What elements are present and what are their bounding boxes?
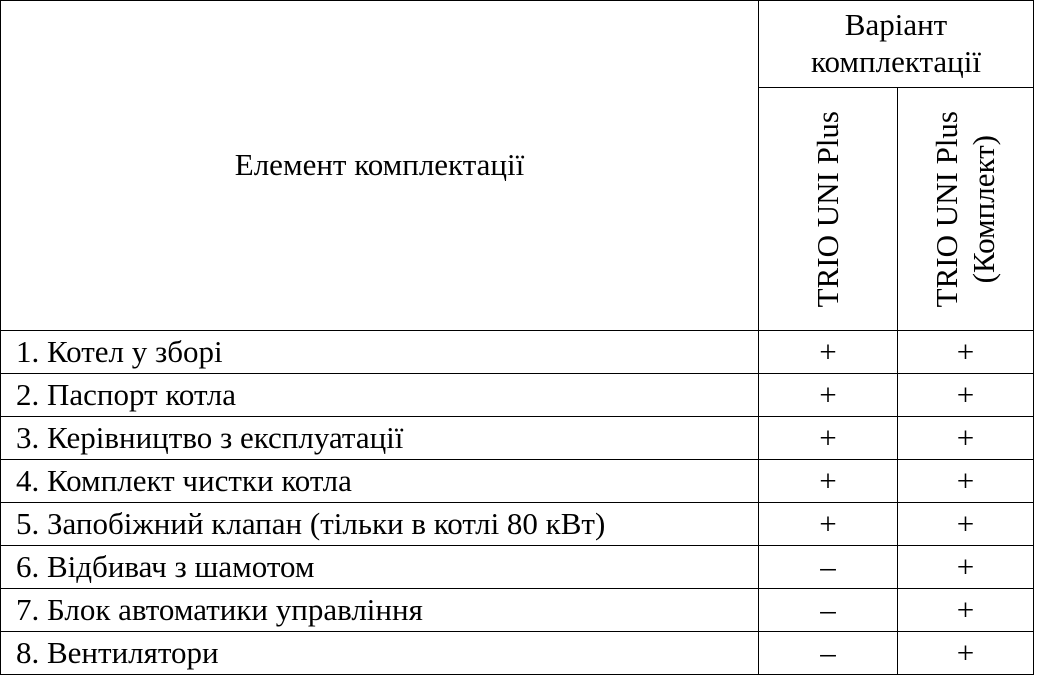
table-row (1, 331, 1034, 374)
row-variant-2-mark: + (898, 503, 1034, 546)
row-item-label: 5. Запобіжний клапан (тільки в котлі 80 кВт) (1, 503, 759, 546)
variant-group-header-line2: комплектації (811, 44, 981, 79)
table-row (1, 503, 1034, 546)
header-row-top (1, 1, 1034, 88)
row-variant-2-mark: + (898, 374, 1034, 417)
row-variant-1-mark: + (759, 503, 898, 546)
table-row (1, 546, 1034, 589)
table-row (1, 632, 1034, 675)
table-row (1, 589, 1034, 632)
row-variant-2-mark: + (898, 331, 1034, 374)
table-row (1, 374, 1034, 417)
variant-2-label-line1: TRIO UNI Plus (929, 110, 965, 308)
table-row (1, 417, 1034, 460)
row-item-label: 3. Керівництво з експлуатації (1, 417, 759, 460)
row-variant-2-mark: + (898, 417, 1034, 460)
variant-header-trio-uni-plus-komplekt (898, 88, 1034, 331)
row-variant-1-mark: + (759, 374, 898, 417)
row-variant-2-mark: + (898, 460, 1034, 503)
row-item-label: 7. Блок автоматики управління (1, 589, 759, 632)
variant-1-label: TRIO UNI Plus (810, 110, 846, 308)
row-item-label: 6. Відбивач з шамотом (1, 546, 759, 589)
row-variant-1-mark: + (759, 460, 898, 503)
element-column-header (1, 1, 759, 331)
row-variant-1-mark: + (759, 417, 898, 460)
row-item-label: 2. Паспорт котла (1, 374, 759, 417)
row-item-label: 8. Вентилятори (1, 632, 759, 675)
row-variant-2-mark: + (898, 632, 1034, 675)
row-variant-1-mark: – (759, 546, 898, 589)
element-column-header-text: Елемент комплектації (234, 147, 525, 183)
row-variant-1-mark: + (759, 331, 898, 374)
table-row (1, 460, 1034, 503)
variant-group-header (759, 1, 1034, 88)
row-item-label: 4. Комплект чистки котла (1, 460, 759, 503)
variant-group-header-line1: Варіант (844, 7, 948, 43)
variant-header-trio-uni-plus (759, 88, 898, 331)
row-variant-2-mark: + (898, 546, 1034, 589)
row-variant-2-mark: + (898, 589, 1034, 632)
row-variant-1-mark: – (759, 632, 898, 675)
row-variant-1-mark: – (759, 589, 898, 632)
row-item-label: 1. Котел у зборі (1, 331, 759, 374)
variant-2-label-line2: (Комплект) (966, 134, 1002, 284)
